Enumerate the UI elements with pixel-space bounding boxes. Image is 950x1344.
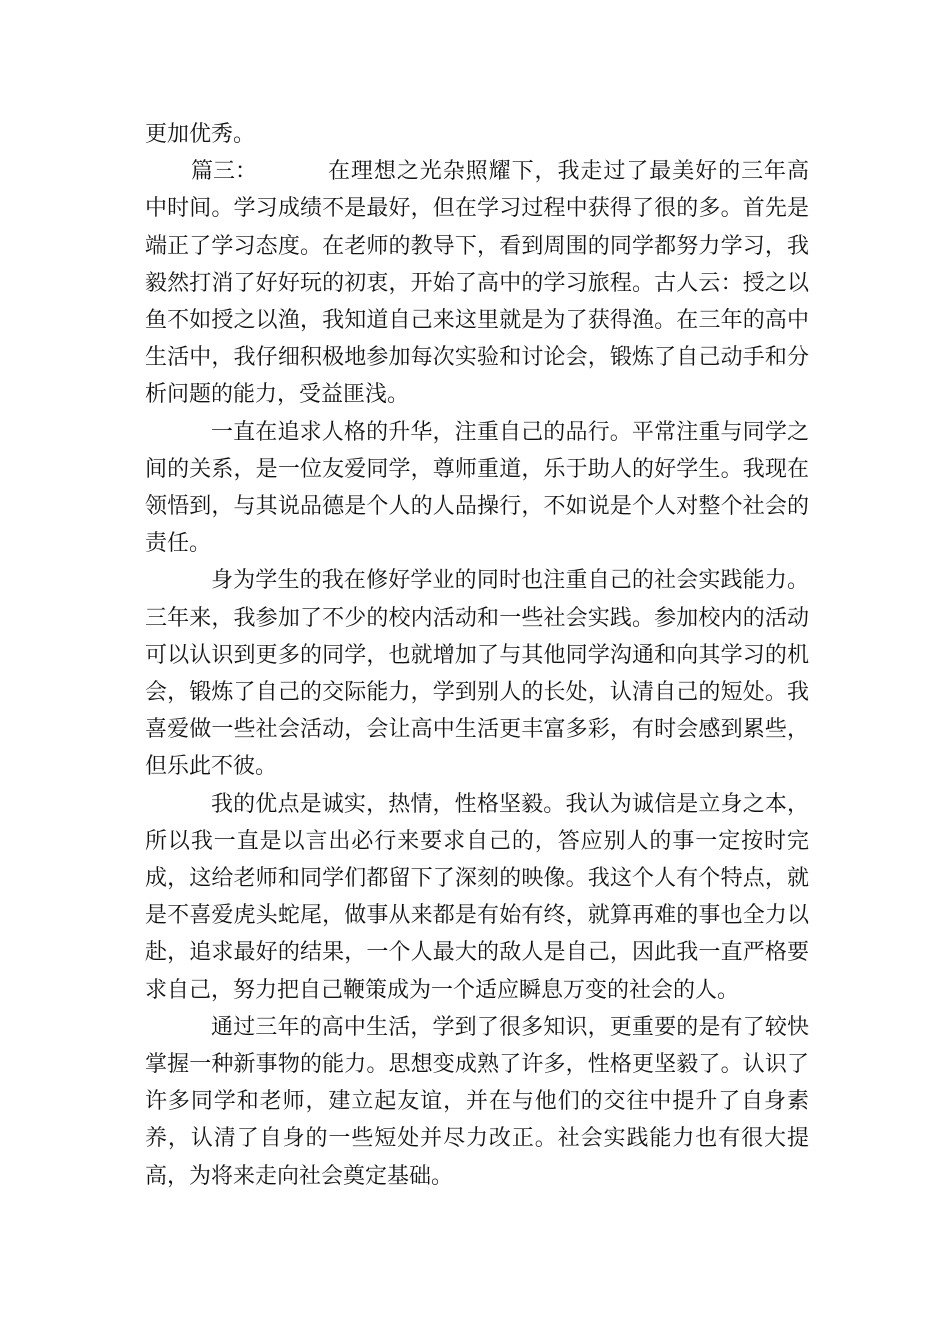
section-three-paragraph xyxy=(145,153,809,413)
social-practice-paragraph: 身为学生的我在修好学业的同时也注重自己的社会实践能力。三年来，我参加了不少的校内活动和一些社会实践。参加校内的活动可以认识到更多的同学，也就增加了与其他同学沟通和向其学习的机会，锻炼了自己的交际能力，学到别人的长处，认清自己的短处。我喜爱做一些社会活动，会让高中生活更丰富多彩，有时会感到累些，但乐此不彼。 xyxy=(145,568,809,780)
document-body xyxy=(145,116,809,1195)
character-paragraph: 一直在追求人格的升华，注重自己的品行。平常注重与同学之间的关系，是一位友爱同学，尊师重道，乐于助人的好学生。我现在领悟到，与其说品德是个人的人品操行，不如说是个人对整个社会的责任。 xyxy=(145,419,809,557)
section-label: 篇三： xyxy=(191,159,258,185)
paragraph-text: 在理想之光杂照耀下，我走过了最美好的三年高中时间。学习成绩不是最好，但在学习过程中获得了很的多。首先是端正了学习态度。在老师的教导下，看到周围的同学都努力学习，我毅然打消了好好玩的初衷，开始了高中的学习旅程。古人云：授之以鱼不如授之以渔，我知道自己来这里就是为了获得渔。在三年的高中生活中，我仔细积极地参加每次实验和讨论会，锻炼了自己动手和分析问题的能力，受益匪浅。 xyxy=(145,159,809,408)
strengths-paragraph: 我的优点是诚实，热情，性格坚毅。我认为诚信是立身之本，所以我一直是以言出必行来要求自己的，答应别人的事一定按时完成，这给老师和同学们都留下了深刻的映像。我这个人有个特点，就是不喜爱虎头蛇尾，做事从来都是有始有终，就算再难的事也全力以赴，追求最好的结果，一个人最大的敌人是自己，因此我一直严格要求自己，努力把自己鞭策成为一个适应瞬息万变的社会的人。 xyxy=(145,791,809,1003)
summary-paragraph: 通过三年的高中生活，学到了很多知识，更重要的是有了较快掌握一种新事物的能力。思想变成熟了许多，性格更坚毅了。认识了许多同学和老师，建立起友谊，并在与他们的交往中提升了自身素养，认清了自身的一些短处并尽力改正。社会实践能力也有很大提高，为将来走向社会奠定基础。 xyxy=(145,1014,809,1189)
carryover-paragraph: 更加优秀。 xyxy=(145,122,256,147)
